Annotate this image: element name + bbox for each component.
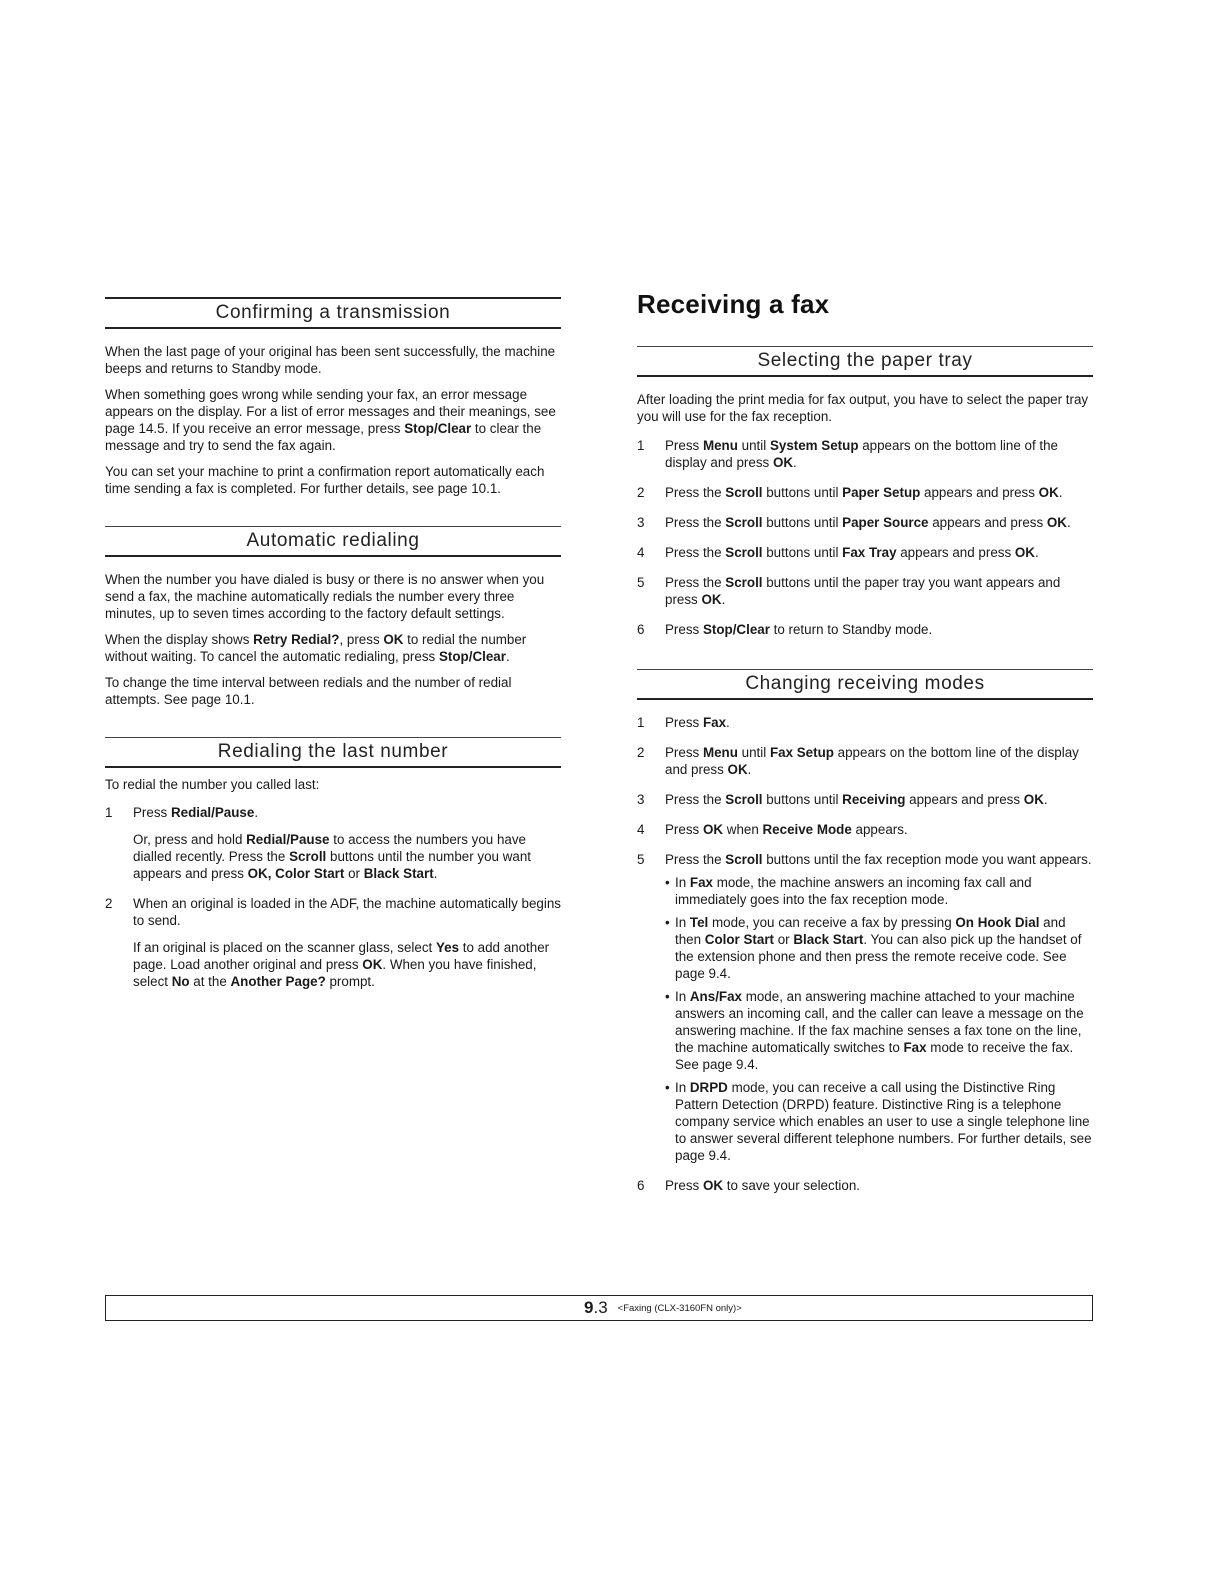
list-item: 6 Press Stop/Clear to return to Standby mode. [637,622,933,637]
paragraph: After loading the print media for fax output, you have to select the paper tray you will use for the fax reception. [637,392,1089,424]
list-item: • In Tel mode, you can receive a fax by pressing On Hook Dial and then Color Start or Black Start. You can also pick up the handset of the extension phone and then press the remote receive code. See page 9.4. [665,915,1082,981]
list-item: 2 When an original is loaded in the ADF, the machine automatically begins to send. If an original is placed on the scanner glass, select Yes to add another page. Load another original and press OK. When you have finished, select No at the Another Page? prompt. [105,896,562,989]
section-heading-redialing-last-number: Redialing the last number [105,737,561,768]
list-item: 6 Press OK to save your selection. [637,1178,861,1193]
list-item: 3 Press the Scroll buttons until Paper Source appears and press OK. [637,515,1071,530]
list-item: • In DRPD mode, you can receive a call using the Distinctive Ring Pattern Detection (DRPD) feature. Distinctive Ring is a telephone company service which enables an user to use a single telephone line to answer several different telephone numbers. For further details, see page 9.4. [665,1080,1092,1163]
paragraph: When the display shows Retry Redial?, press OK to redial the number without waiting. To cancel the automatic redialing, press Stop/Clear. [105,632,527,664]
paragraph: When the last page of your original has been sent successfully, the machine beeps and returns to Standby mode. [105,344,556,376]
paragraph: You can set your machine to print a confirmation report automatically each time sending a fax is completed. For further details, see page 10.1. [105,464,545,496]
list-item: 1 Press Redial/Pause. Or, press and hold Redial/Pause to access the numbers you have dialled recently. Press the Scroll buttons until the number you want appears and press OK, Color Start or Black Start. [105,805,531,881]
paragraph: When something goes wrong while sending your fax, an error message appears on the display. For a list of error messages and their meanings, see page 14.5. If you receive an error message, press Stop/Clear to clear the message and try to send the fax again. [105,387,556,453]
list-item: 4 Press the Scroll buttons until Fax Tray appears and press OK. [637,545,1039,560]
list-item: • In Fax mode, the machine answers an incoming fax call and immediately goes into the fax reception mode. [665,875,1032,907]
paragraph: When the number you have dialed is busy or there is no answer when you send a fax, the machine automatically redials the number every three minutes, up to seven times according to the factory default settings. [105,572,545,621]
list-item: 1 Press Menu until System Setup appears on the bottom line of the display and press OK. [637,438,1059,470]
section-heading-selecting-paper-tray: Selecting the paper tray [637,346,1093,377]
page-title: Receiving a fax [637,289,830,319]
receiving-mode-steps [637,714,1093,1194]
page-number: 9.3 <Faxing (CLX-3160FN only)> [584,1298,742,1317]
page-footer [105,1295,1093,1321]
section-heading-confirming: Confirming a transmission [105,297,561,329]
mode-bullets [665,874,1093,1164]
redial-steps [105,804,561,990]
list-item: 5 Press the Scroll buttons until the paper tray you want appears and press OK. [637,575,1061,607]
list-item: 2 Press the Scroll buttons until Paper Setup appears and press OK. [637,485,1063,500]
list-item: 1 Press Fax. [637,715,730,730]
section-heading-changing-receiving-modes: Changing receiving modes [637,669,1093,700]
list-item: 2 Press Menu until Fax Setup appears on the bottom line of the display and press OK. [637,745,1079,777]
section-heading-automatic-redialing: Automatic redialing [105,526,561,557]
chapter-label: <Faxing (CLX-3160FN only)> [617,1303,742,1314]
right-column [637,289,1093,1207]
list-item: • In Ans/Fax mode, an answering machine attached to your machine answers an incoming call, and the caller can leave a message on the answering machine. If the fax machine senses a fax tone on the line, the machine automatically switches to Fax mode to receive the fax. See page 9.4. [665,989,1084,1072]
left-column [105,297,561,1003]
list-item: 5 Press the Scroll buttons until the fax reception mode you want appears. • In Fax mode, the machine answers an incoming fax call and immediately goes into the fax reception mode. • In Tel mode, you can receive a fax by pressing On Hook Dial and then Color Start or Black Start. You can also pick up the handset of the extension phone and then press the remote receive code. See page 9.4. • In Ans/Fax mode, an answering machine attached to your machine answers an incoming call, and the caller can leave a message on the answering machine. If the fax machine senses a fax tone on the line, the machine automatically switches to Fax mode to receive the fax. See page 9.4. • In DRPD mode, you can receive a call using the Distinctive Ring Pattern Detection (DRPD) feature. Distinctive Ring is a telephone company service which enables an user to use a single telephone line to answer several different telephone numbers. For further details, see page 9.4. [637,852,1092,1163]
paragraph: To redial the number you called last: [105,777,320,792]
list-item: 4 Press OK when Receive Mode appears. [637,822,908,837]
list-item: 3 Press the Scroll buttons until Receiving appears and press OK. [637,792,1048,807]
paragraph: To change the time interval between redials and the number of redial attempts. See page 10.1. [105,675,512,707]
paper-tray-steps [637,437,1093,638]
